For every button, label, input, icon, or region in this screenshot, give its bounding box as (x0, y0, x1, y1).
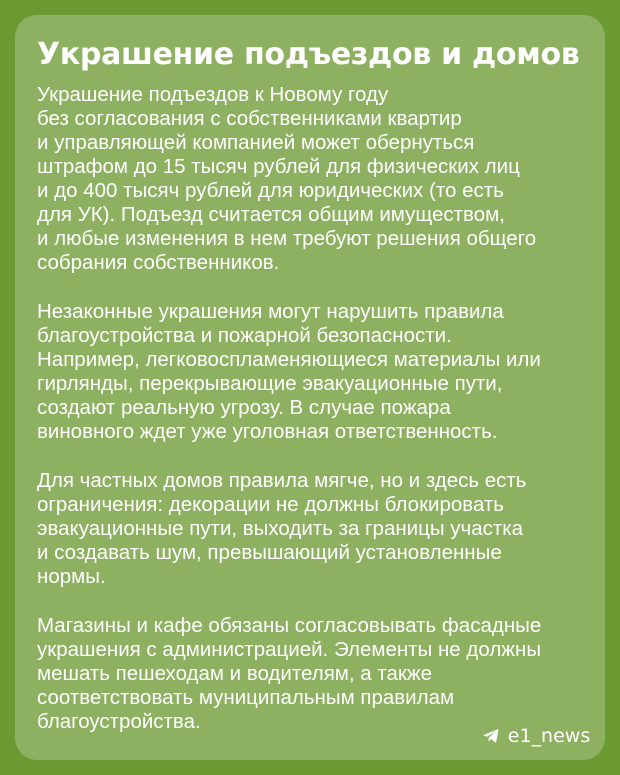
paragraph-shops: Магазины и кафе обязаны согласовывать фасадные украшения с администрацией. Элементы не должны мешать пешеходам и водителям, а также соответствовать муниципальным правилам благоустройства. (37, 614, 542, 733)
telegram-icon (482, 728, 500, 744)
paragraph-private-houses: Для частных домов правила мягче, но и здесь есть ограничения: декорации не должны блокировать эвакуационные пути, выходить за границы участка и создавать шум, превышающий установленные нормы. (37, 469, 527, 588)
source-handle: e1_news (507, 725, 591, 747)
article-card (15, 15, 605, 760)
source-badge[interactable] (467, 712, 605, 760)
paragraph-fire-safety: Незаконные украшения могут нарушить правила благоустройства и пожарной безопасности. Например, легковоспламеняющиеся материалы или гирлянды, перекрывающие эвакуационные пути, создают реальную угрозу. В случае пожара виновного ждет уже уголовная ответственность. (37, 300, 541, 443)
article-title: Украшение подъездов и домов (37, 37, 580, 72)
paragraph-fines: Украшение подъездов к Новому году без согласования с собственниками квартир и управляющей компанией может обернуться штрафом до 15 тысяч рублей для физических лиц и до 400 тысяч рублей для юридических (то есть для УК). Подъезд считается общим имуществом, и любые изменения в нем требуют решения общего собрания собственников. (37, 83, 537, 274)
